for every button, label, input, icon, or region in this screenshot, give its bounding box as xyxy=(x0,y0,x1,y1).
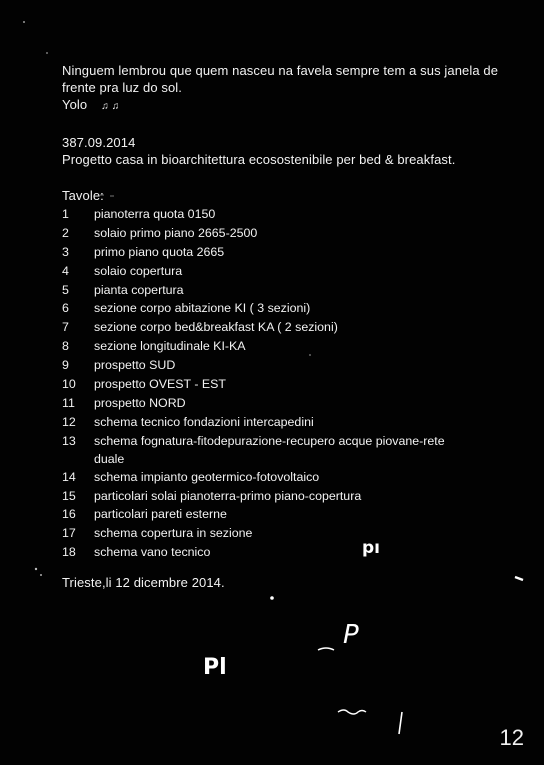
project-title: Progetto casa in bioarchitettura ecosostenibile per bed & breakfast. xyxy=(62,152,456,167)
item-number: 12 xyxy=(62,414,76,429)
item-number: 11 xyxy=(62,395,75,410)
item-text: schema copertura in sezione xyxy=(94,526,253,541)
item-text: particolari solai pianoterra-primo piano-copertura xyxy=(94,488,362,503)
item-text: sezione corpo bed&breakfast KA ( 2 sezioni) xyxy=(94,320,338,335)
item-number: 2 xyxy=(62,225,69,240)
place-date: Trieste,li 12 dicembre 2014. xyxy=(62,575,225,590)
item-number: 13 xyxy=(62,433,76,448)
item-text: particolari pareti esterne xyxy=(94,507,227,522)
item-number: 10 xyxy=(62,377,76,392)
item-number: 4 xyxy=(62,263,69,278)
tavole-label: Tavole: xyxy=(62,188,104,203)
quote-line-2: frente pra luz do sol. xyxy=(62,80,182,95)
item-number: 15 xyxy=(62,488,76,503)
item-number: 3 xyxy=(62,244,69,259)
project-code: 387.09.2014 xyxy=(62,135,136,150)
item-text: pianta copertura xyxy=(94,282,184,297)
item-text: sezione longitudinale KI-KA xyxy=(94,339,246,354)
item-number: 5 xyxy=(62,282,69,297)
item-number: 6 xyxy=(62,301,69,316)
item-text: prospetto OVEST - EST xyxy=(94,377,226,392)
item-text: prospetto NORD xyxy=(94,395,186,410)
item-number: 16 xyxy=(62,507,76,522)
handwritten-mark: Pl xyxy=(203,655,227,680)
item-number: 1 xyxy=(62,207,69,221)
quote-line-1: Ninguem lembrou que quem nasceu na favela sempre tem a sus janela de xyxy=(62,63,499,78)
item-number: 14 xyxy=(62,469,76,484)
item-text: schema fognatura-fitodepurazione-recupero acque piovane-rete duale xyxy=(94,433,445,466)
item-text: schema vano tecnico xyxy=(94,545,211,560)
item-number: 8 xyxy=(62,339,69,354)
item-text: solaio copertura xyxy=(94,263,183,278)
item-text: pianoterra quota 0150 xyxy=(94,207,216,221)
item-number: 17 xyxy=(62,526,76,541)
item-number: 18 xyxy=(62,545,76,560)
item-text: primo piano quota 2665 xyxy=(94,244,225,259)
item-number: 9 xyxy=(62,358,69,373)
item-text: schema impianto geotermico-fotovoltaico xyxy=(94,469,320,484)
item-text: sezione corpo abitazione KI ( 3 sezioni) xyxy=(94,301,311,316)
music-notes-icon: ♫ ♫ xyxy=(101,101,120,112)
handwritten-mark: pı xyxy=(362,538,380,558)
item-text: solaio primo piano 2665-2500 xyxy=(94,225,258,240)
item-text: schema tecnico fondazioni intercapedini xyxy=(94,414,314,429)
item-text: prospetto SUD xyxy=(94,358,176,373)
quote-author: Yolo xyxy=(62,97,88,112)
handwritten-mark: P xyxy=(343,620,359,650)
item-number: 7 xyxy=(62,320,69,335)
page-number: 12 xyxy=(499,725,524,750)
